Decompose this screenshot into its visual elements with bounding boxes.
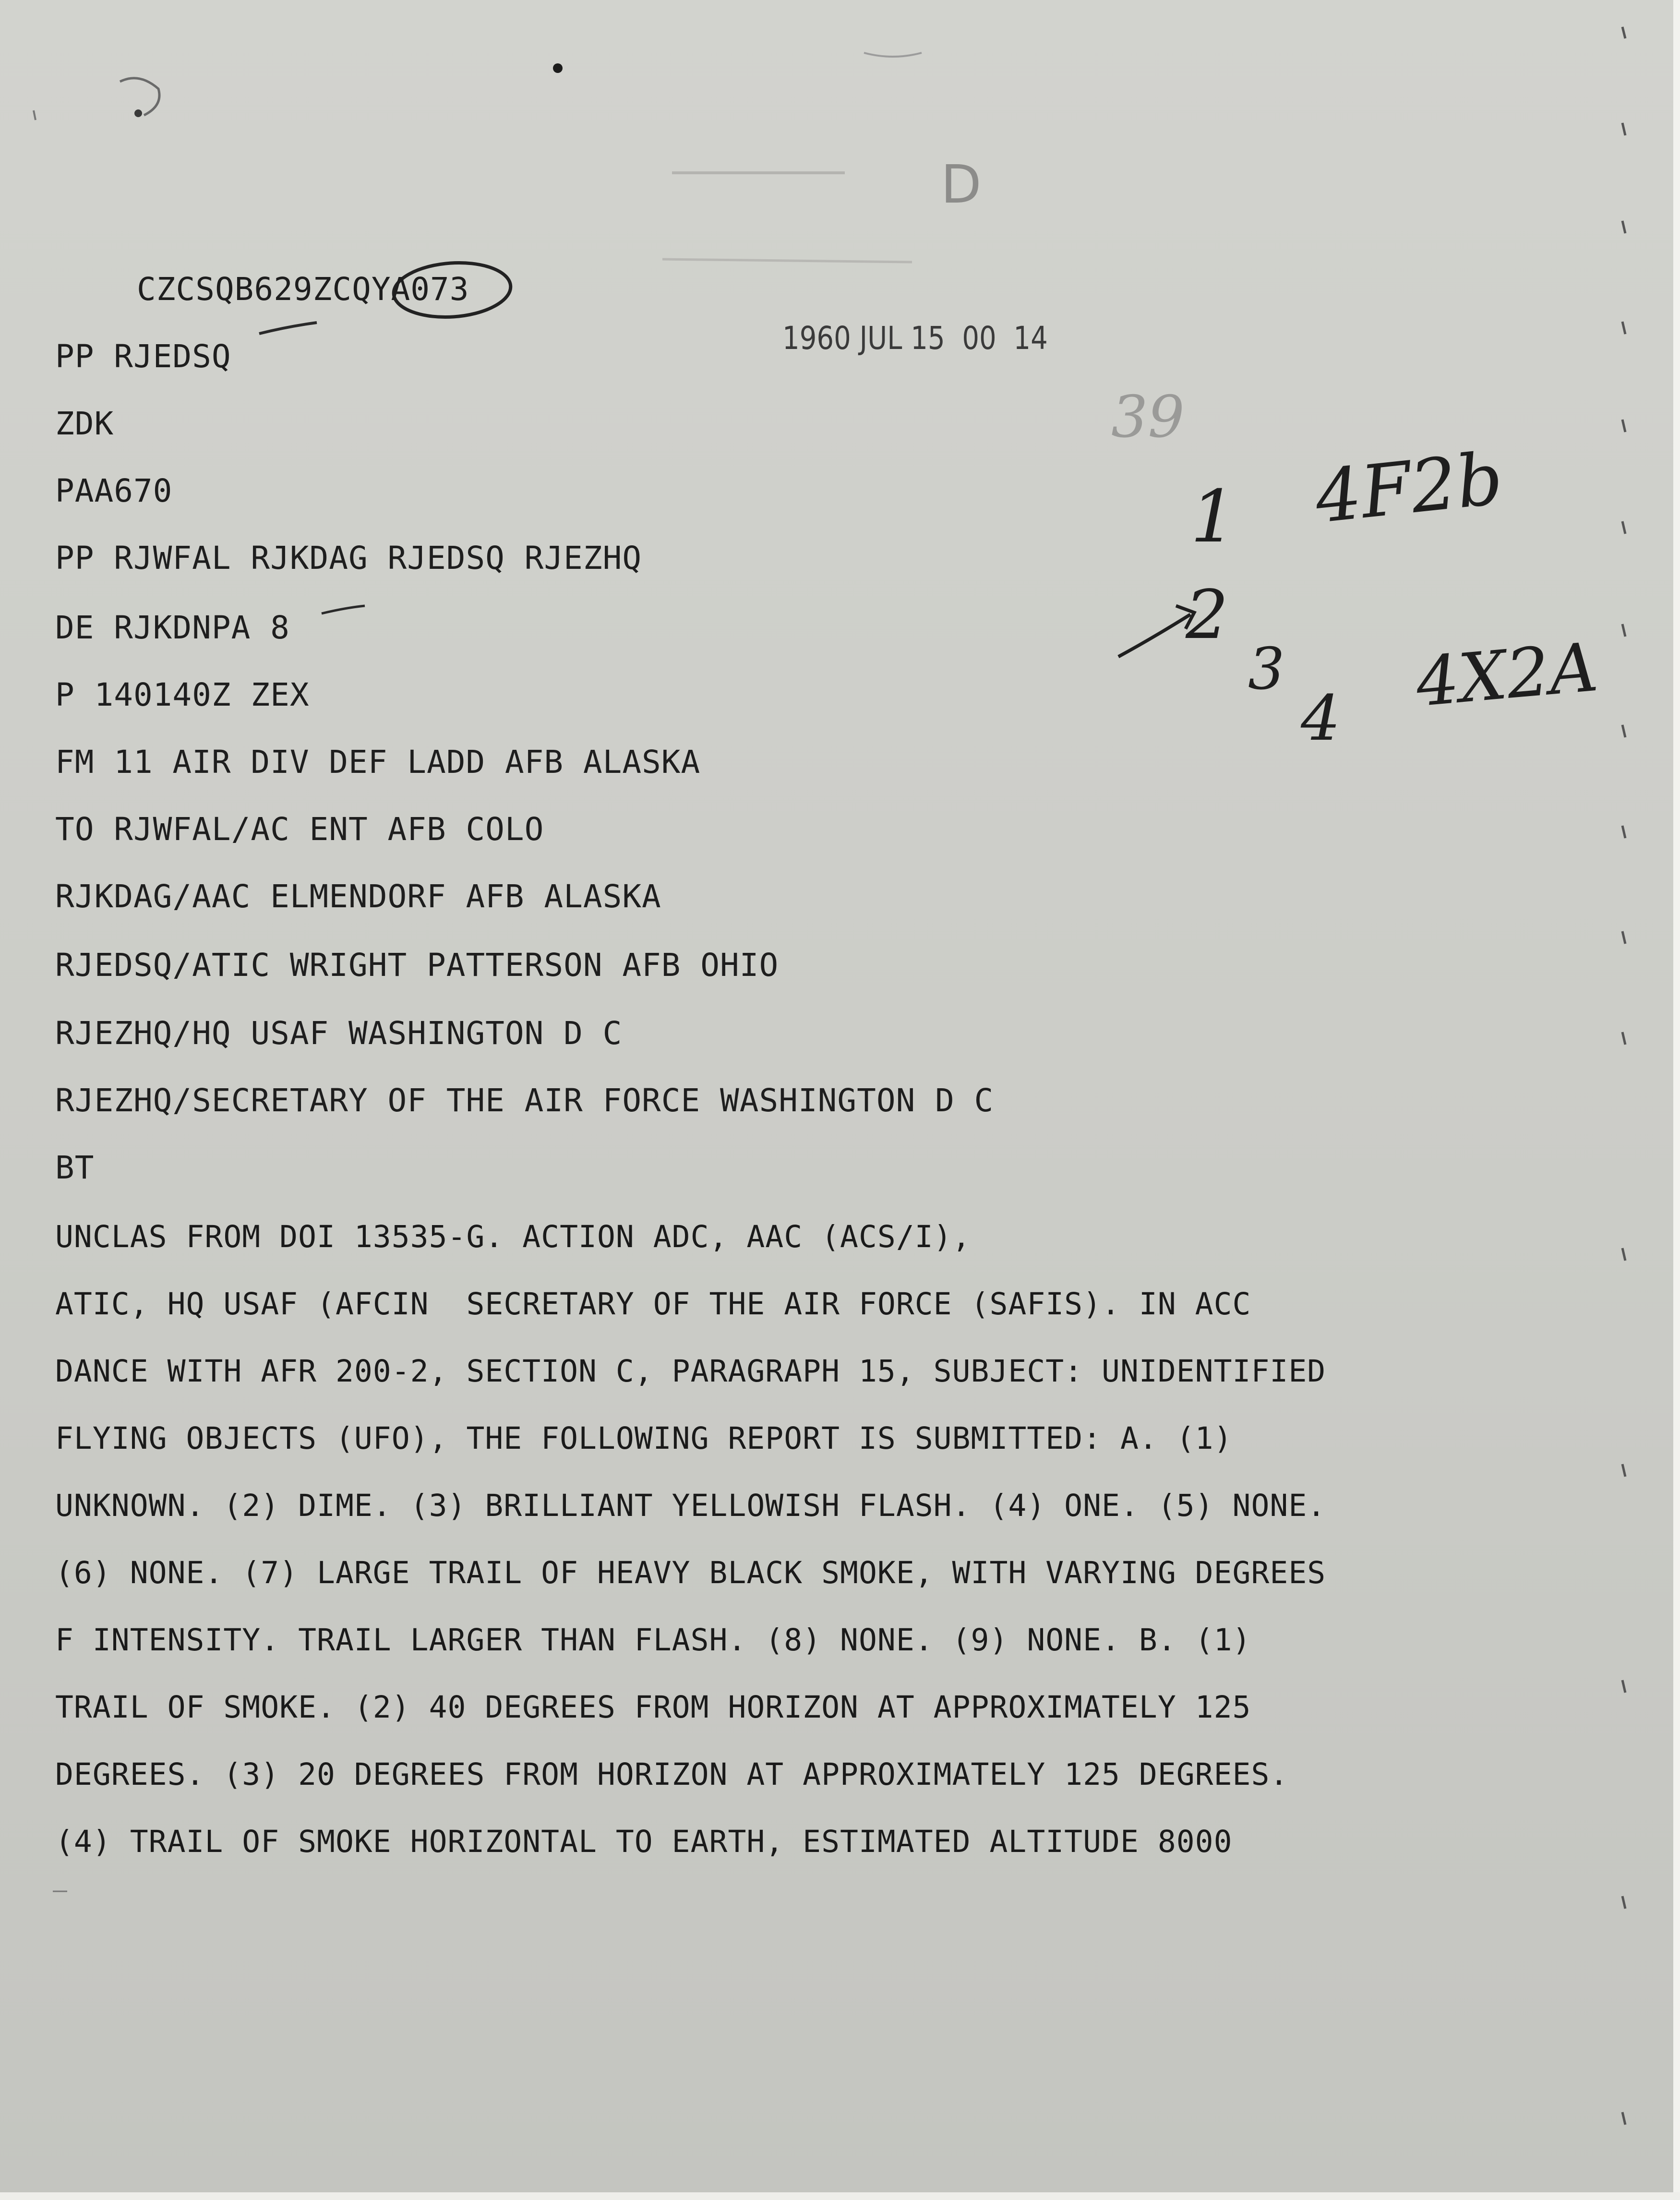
routing-underline — [259, 323, 317, 334]
addressee-line: RJEZHQ/HQ USAF WASHINGTON D C — [55, 1015, 623, 1052]
message-line: UNKNOWN. (2) DIME. (3) BRILLIANT YELLOWISH FLASH. (4) ONE. (5) NONE. — [55, 1488, 1326, 1523]
page-edge-right — [1673, 0, 1680, 2200]
header-line: P 140140Z ZEX — [55, 676, 310, 713]
message-line: UNCLAS FROM DOI 13535-G. ACTION ADC, AAC (ACS/I), — [55, 1219, 971, 1254]
handwritten-code-4f2b: 4F2b — [1311, 437, 1507, 540]
header-line: PAA670 — [55, 472, 173, 509]
routing-code: CZCSQB629ZCQYA073 — [137, 271, 469, 308]
break-line: BT — [55, 1149, 95, 1186]
header-line: DE RJKDNPA 8 — [55, 609, 290, 646]
message-line: DEGREES. (3) 20 DEGREES FROM HORIZON AT APPROXIMATELY 125 DEGREES. — [55, 1757, 1289, 1792]
message-line: F INTENSITY. TRAIL LARGER THAN FLASH. (8) NONE. (9) NONE. B. (1) — [55, 1623, 1251, 1658]
message-line: ATIC, HQ USAF (AFCIN SECRETARY OF THE AIR FORCE (SAFIS). IN ACC — [55, 1286, 1251, 1322]
page-edge-bottom — [0, 2192, 1680, 2200]
de-line-dash — [322, 606, 365, 613]
arrow-mark — [1118, 614, 1190, 657]
message-line: (6) NONE. (7) LARGE TRAIL OF HEAVY BLACK SMOKE, WITH VARYING DEGREES — [55, 1555, 1326, 1590]
message-line: TRAIL OF SMOKE. (2) 40 DEGREES FROM HORIZON AT APPROXIMATELY 125 — [55, 1690, 1251, 1725]
header-line: PP RJEDSQ — [55, 338, 231, 375]
message-line: FLYING OBJECTS (UFO), THE FOLLOWING REPORT IS SUBMITTED: A. (1) — [55, 1421, 1233, 1456]
top-letter-mark: D — [941, 154, 982, 215]
handwritten-mark-39: 39 — [1111, 384, 1185, 451]
header-line: ZDK — [55, 405, 114, 442]
handwritten-number-4: 4 — [1301, 682, 1341, 755]
from-line: FM 11 AIR DIV DEF LADD AFB ALASKA — [55, 744, 701, 781]
to-line: TO RJWFAL/AC ENT AFB COLO — [55, 811, 544, 848]
message-line: DANCE WITH AFR 200-2, SECTION C, PARAGRAPH 15, SUBJECT: UNIDENTIFIED — [55, 1354, 1326, 1389]
handwritten-number-2: 2 — [1186, 576, 1229, 654]
addressee-line: RJKDAG/AAC ELMENDORF AFB ALASKA — [55, 878, 661, 915]
handwritten-code-4x2a: 4X2A — [1413, 628, 1601, 722]
message-line: (4) TRAIL OF SMOKE HORIZONTAL TO EARTH, ESTIMATED ALTITUDE 8000 — [55, 1824, 1233, 1859]
header-line: PP RJWFAL RJKDAG RJEDSQ RJEZHQ — [55, 540, 642, 577]
handwritten-number-3: 3 — [1248, 636, 1285, 703]
date-time-stamp: 1960 JUL 15 00 14 — [782, 320, 1048, 357]
addressee-line: RJEDSQ/ATIC WRIGHT PATTERSON AFB OHIO — [55, 947, 779, 984]
addressee-line: RJEZHQ/SECRETARY OF THE AIR FORCE WASHINGTON D C — [55, 1082, 994, 1119]
handwritten-number-1: 1 — [1190, 475, 1236, 559]
